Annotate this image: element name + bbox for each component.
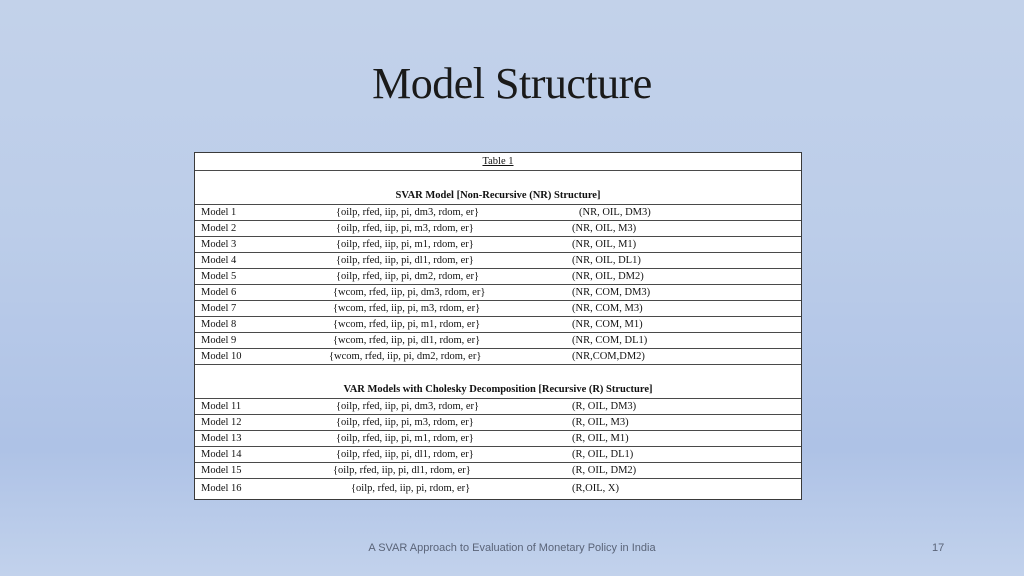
table-row — [195, 415, 801, 431]
table-row — [195, 237, 801, 253]
model-label: Model 11 — [201, 401, 242, 412]
model-structure: (NR, OIL, M1) — [572, 239, 637, 250]
model-structure-table — [194, 152, 802, 500]
section-heading-row — [195, 171, 801, 205]
table-row — [195, 301, 801, 317]
model-vars: {oilp, rfed, iip, pi, m1, rdom, er} — [336, 433, 474, 444]
table-caption: Table 1 — [482, 156, 514, 167]
model-structure: (R, OIL, M1) — [572, 433, 629, 444]
model-label: Model 5 — [201, 271, 237, 282]
model-label: Model 4 — [201, 255, 237, 266]
model-label: Model 8 — [201, 319, 237, 330]
model-structure: (R, OIL, DM3) — [572, 401, 637, 412]
page-number: 17 — [932, 542, 945, 554]
model-vars: {wcom, rfed, iip, pi, dl1, rdom, er} — [333, 335, 481, 346]
model-structure: (NR, COM, DM3) — [572, 287, 651, 298]
table-row — [195, 431, 801, 447]
model-label: Model 6 — [201, 287, 237, 298]
table-row — [195, 463, 801, 479]
model-structure: (R,OIL, X) — [572, 483, 619, 494]
table-row — [195, 447, 801, 463]
model-vars: {oilp, rfed, iip, pi, dl1, rdom, er} — [336, 255, 474, 266]
model-vars: {wcom, rfed, iip, pi, dm3, rdom, er} — [333, 287, 486, 298]
section-heading-row — [195, 365, 801, 399]
model-structure: (R, OIL, DM2) — [572, 465, 637, 476]
table-row — [195, 399, 801, 415]
table-row — [195, 349, 801, 365]
model-structure: (NR, OIL, DM3) — [579, 207, 651, 218]
model-vars: {oilp, rfed, iip, pi, m1, rdom, er} — [336, 239, 474, 250]
table-row — [195, 253, 801, 269]
model-vars: {oilp, rfed, iip, pi, rdom, er} — [351, 483, 471, 494]
table-row — [195, 479, 801, 499]
table-row — [195, 205, 801, 221]
model-vars: {wcom, rfed, iip, pi, dm2, rdom, er} — [329, 351, 482, 362]
model-vars: {oilp, rfed, iip, pi, dm3, rdom, er} — [336, 207, 480, 218]
model-label: Model 14 — [201, 449, 242, 460]
section-heading-r: VAR Models with Cholesky Decomposition [Recursive (R) Structure] — [343, 384, 653, 395]
model-label: Model 7 — [201, 303, 237, 314]
table-row — [195, 221, 801, 237]
table-row — [195, 317, 801, 333]
table-row — [195, 285, 801, 301]
table-caption-row — [195, 153, 801, 171]
model-structure: (R, OIL, DL1) — [572, 449, 634, 460]
model-vars: {oilp, rfed, iip, pi, dm3, rdom, er} — [336, 401, 480, 412]
model-label: Model 9 — [201, 335, 237, 346]
table-row — [195, 333, 801, 349]
footer-text: A SVAR Approach to Evaluation of Monetary Policy in India — [368, 542, 656, 554]
model-structure: (NR, COM, DL1) — [572, 335, 648, 346]
model-label: Model 15 — [201, 465, 242, 476]
model-vars: {wcom, rfed, iip, pi, m1, rdom, er} — [333, 319, 481, 330]
model-structure: (NR, OIL, M3) — [572, 223, 637, 234]
model-vars: {oilp, rfed, iip, pi, dm2, rdom, er} — [336, 271, 480, 282]
model-structure: (NR, OIL, DL1) — [572, 255, 641, 266]
model-structure: (R, OIL, M3) — [572, 417, 629, 428]
model-label: Model 12 — [201, 417, 242, 428]
model-vars: {wcom, rfed, iip, pi, m3, rdom, er} — [333, 303, 481, 314]
table-row — [195, 269, 801, 285]
model-label: Model 10 — [201, 351, 242, 362]
section-heading-nr: SVAR Model [Non-Recursive (NR) Structure] — [395, 190, 601, 201]
model-structure: (NR, COM, M3) — [572, 303, 643, 314]
model-structure: (NR,COM,DM2) — [572, 351, 645, 362]
slide-title: Model Structure — [372, 59, 652, 108]
model-label: Model 3 — [201, 239, 237, 250]
model-label: Model 2 — [201, 223, 237, 234]
model-label: Model 1 — [201, 207, 237, 218]
model-label: Model 13 — [201, 433, 242, 444]
model-vars: {oilp, rfed, iip, pi, m3, rdom, er} — [336, 417, 474, 428]
model-structure: (NR, OIL, DM2) — [572, 271, 644, 282]
model-vars: {oilp, rfed, iip, pi, dl1, rdom, er} — [333, 465, 471, 476]
model-label: Model 16 — [201, 483, 242, 494]
model-structure: (NR, COM, M1) — [572, 319, 643, 330]
model-vars: {oilp, rfed, iip, pi, dl1, rdom, er} — [336, 449, 474, 460]
model-vars: {oilp, rfed, iip, pi, m3, rdom, er} — [336, 223, 474, 234]
